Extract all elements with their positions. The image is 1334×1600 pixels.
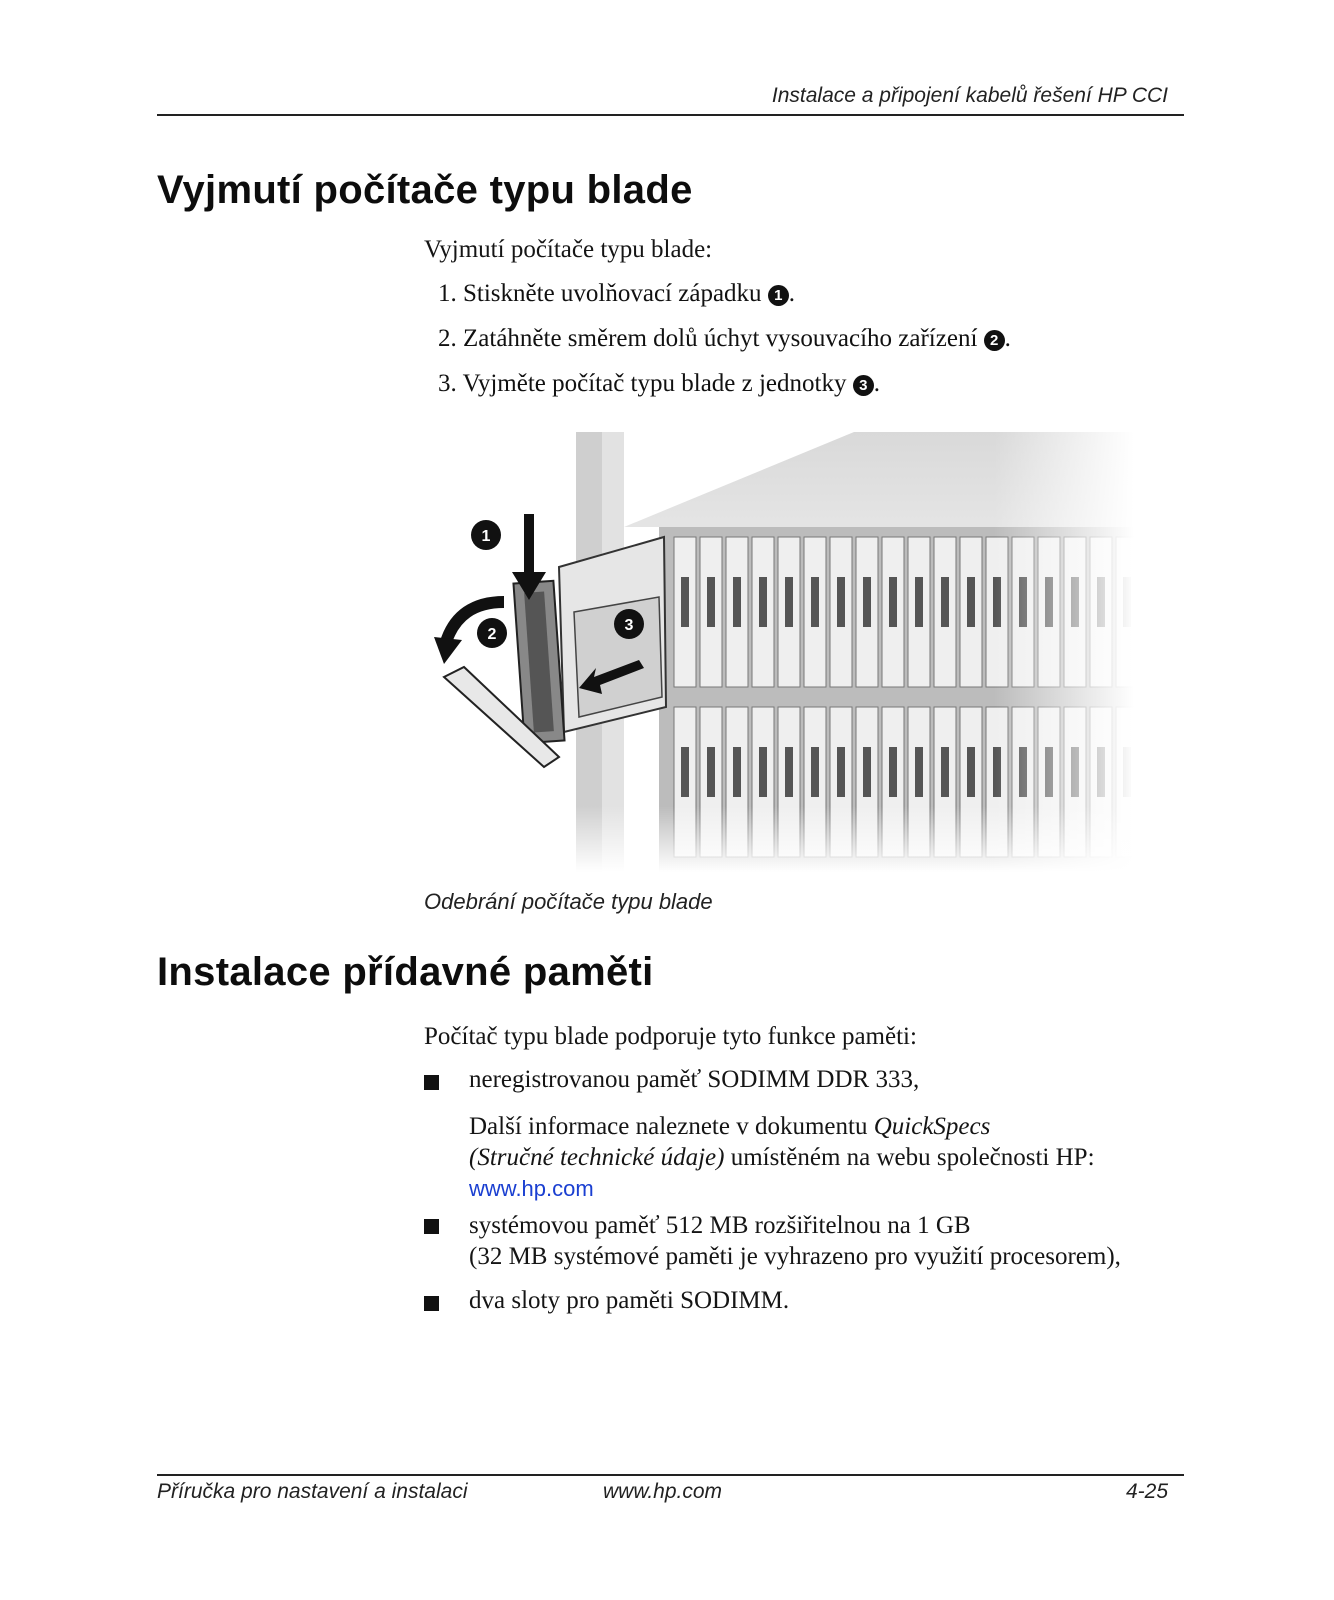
figure-caption: Odebrání počítače typu blade	[424, 889, 713, 914]
step-number: 2.	[438, 325, 457, 352]
blade-removal-figure	[434, 432, 1134, 872]
section-heading-memory: Instalace přídavné paměti	[157, 950, 654, 994]
bullet-line: (32 MB systémové paměti je vyhrazeno pro využití procesorem),	[469, 1243, 1121, 1270]
doc-subtitle: (Stručné technické údaje)	[469, 1144, 725, 1171]
callout-marker: 3	[853, 375, 874, 396]
bullet-marker	[424, 1296, 439, 1311]
bullet-marker	[424, 1075, 439, 1090]
section1-intro: Vyjmutí počítače typu blade:	[424, 236, 713, 263]
bullet-marker	[424, 1219, 439, 1234]
step-3	[438, 370, 880, 398]
step-text: Zatáhněte směrem dolů úchyt vysouvacího zařízení	[463, 325, 984, 352]
info-prefix: Další informace naleznete v dokumentu	[469, 1113, 874, 1140]
bullet-line: systémovou paměť 512 MB rozšiřitelnou na 1 GB	[469, 1212, 971, 1239]
bullet-sodimm: neregistrovanou paměť SODIMM DDR 333,	[469, 1066, 920, 1093]
more-info-paragraph	[469, 1111, 1095, 1204]
hp-website-link[interactable]: www.hp.com	[469, 1176, 594, 1201]
step-2	[438, 325, 1011, 353]
info-suffix: umístěném na webu společnosti HP:	[724, 1144, 1095, 1171]
step-number: 1.	[438, 280, 457, 307]
step-end: .	[873, 370, 880, 397]
section-heading-remove-blade: Vyjmutí počítače typu blade	[157, 168, 693, 212]
callout-marker: 1	[768, 285, 789, 306]
step-end: .	[1004, 325, 1011, 352]
fade-bottom	[434, 432, 1134, 872]
running-header: Instalace a připojení kabelů řešení HP CCI	[771, 84, 1168, 107]
step-text: Vyjměte počítač typu blade z jednotky	[462, 370, 853, 397]
step-text: Stiskněte uvolňovací západku	[463, 280, 768, 307]
doc-title: QuickSpecs	[873, 1113, 991, 1140]
bullet-system-memory	[469, 1210, 1121, 1272]
step-1	[438, 280, 795, 308]
callout-marker: 2	[984, 330, 1005, 351]
footer-website[interactable]: www.hp.com	[603, 1480, 723, 1503]
footer-rule	[157, 1474, 1184, 1476]
step-end: .	[788, 280, 796, 307]
header-rule	[157, 114, 1184, 116]
section2-intro: Počítač typu blade podporuje tyto funkce paměti:	[424, 1023, 917, 1050]
page-number: 4-25	[1125, 1480, 1168, 1503]
footer-manual-title: Příručka pro nastavení a instalaci	[157, 1480, 468, 1503]
step-number: 3.	[438, 370, 457, 397]
bullet-slots: dva sloty pro paměti SODIMM.	[469, 1287, 790, 1314]
